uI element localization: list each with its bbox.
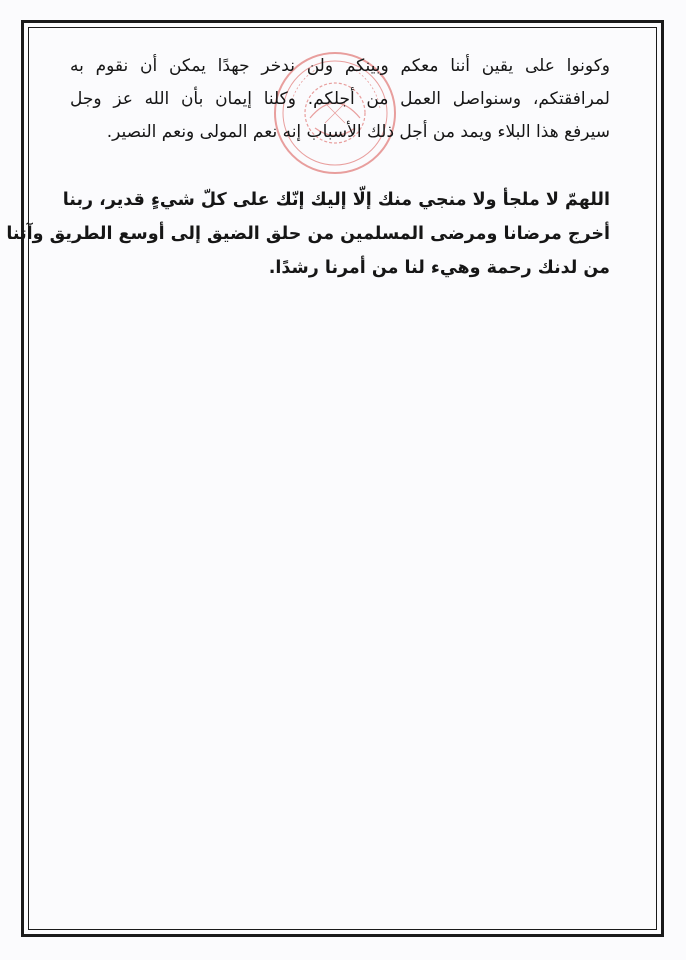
paragraph-line: اللهمّ لا ملجأ ولا منجي منك إلّا إليك إنّك على كلّ شيءٍ قدير، ربنا [62, 190, 610, 210]
paragraph-line: من لدنك رحمة وهيء لنا من أمرنا رشدًا. [268, 258, 610, 278]
paragraph-line: أخرج مرضانا ومرضى المسلمين من حلق الضيق إلى أوسع الطريق وآتنا [6, 224, 610, 244]
paragraph-line: لمرافقتكم، وسنواصل العمل من أجلكم. وكلنا إيمان بأن الله عز وجل [70, 89, 610, 109]
paragraph-support [70, 50, 610, 149]
paragraph-line: وكونوا على يقين أننا معكم وبينكم ولن ندخر جهدًا يمكن أن نقوم به [70, 56, 610, 76]
paragraph-prayer [6, 183, 610, 285]
paragraph-line: سيرفع هذا البلاء ويمد من أجل ذلك الأسباب إنه نعم المولى ونعم النصير. [106, 122, 610, 142]
